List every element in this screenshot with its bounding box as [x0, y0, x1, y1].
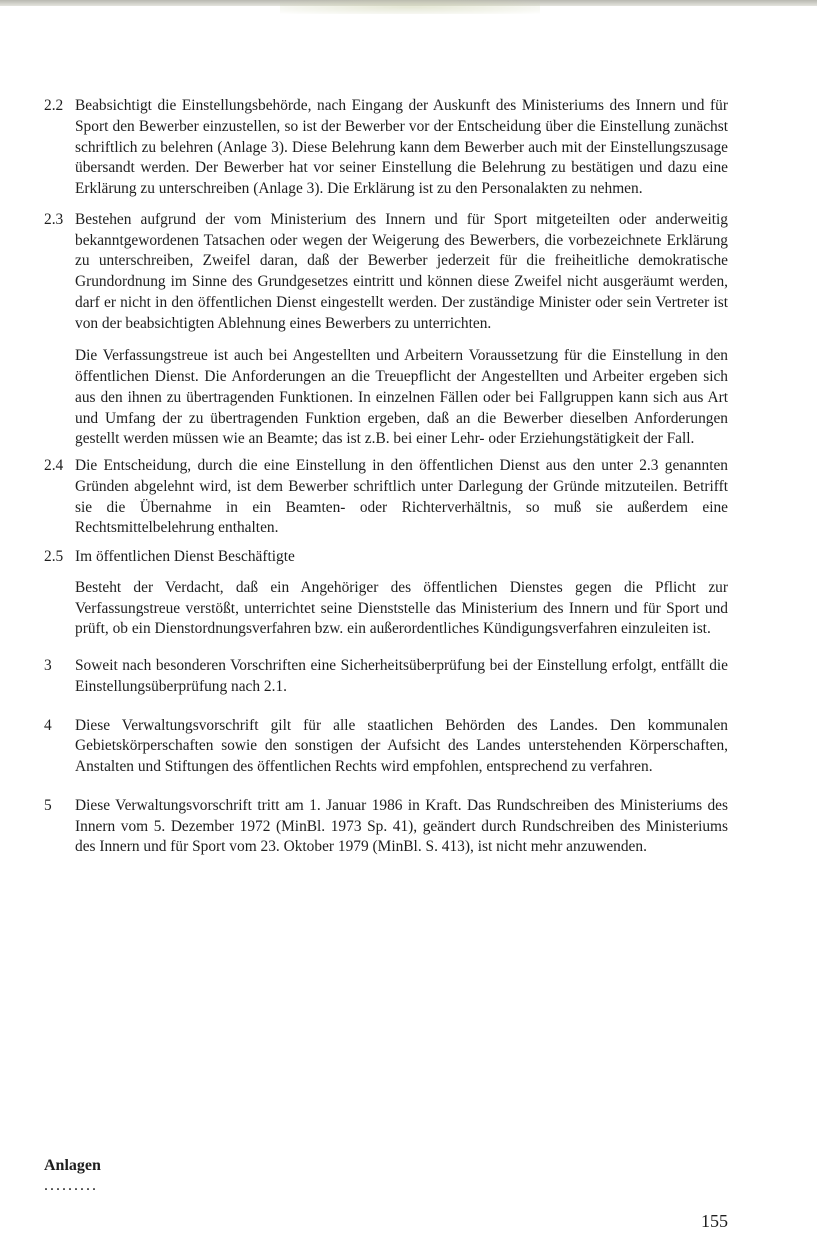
section-number: 4	[44, 716, 52, 734]
section-number: 5	[44, 796, 52, 814]
section-paragraph: Die Entscheidung, durch die eine Einstellung in den öffentlichen Dienst aus den unter 2.3 genannten Gründen abgelehnt wird, ist dem Bewerber schriftlich unter Darlegung der Gründe mitzuteilen. Betrifft sie die Übernahme in ein Beamten- oder Richterverhältnis, so muß sie außerdem eine Rechtsmittelbelehrung enthalten.	[75, 457, 728, 537]
document-page	[44, 96, 728, 858]
section-5	[44, 796, 728, 858]
section-paragraph: Die Verfassungstreue ist auch bei Angestellten und Arbeitern Voraussetzung für die Einstellung in den öffentlichen Dienst. Die Anforderungen an die Treuepflicht der Angestellten und Arbeiter ergeben sich aus den ihnen zu übertragenden Funktionen. In einzelnen Fällen oder bei Fallgruppen kann sich aus Art und Umfang der zu übertragenden Funktion ergeben, daß an die Bewerber dieselben Anforderungen gestellt werden müssen wie an Beamte; das ist z.B. bei einer Lehr- oder Erziehungstätigkeit der Fall.	[75, 347, 728, 448]
section-2-5	[44, 547, 728, 640]
annex-heading: Anlagen	[44, 1157, 101, 1174]
section-number: 2.5	[44, 548, 64, 565]
annex-placeholder: .........	[44, 1177, 98, 1194]
section-paragraph: Bestehen aufgrund der vom Ministerium des Innern und für Sport mitgeteilten oder anderweitig bekanntgewordenen Tatsachen oder wegen der Weigerung des Bewerbers, die vorbezeichnete Erklärung zu unterschreiben, Zweifel daran, daß der Bewerber jederzeit für die freiheitliche demokratische Grundordnung im Sinne des Grundgesetzes eintritt und können diese Zweifel nicht ausgeräumt werden, darf er nicht in den öffentlichen Dienst eingestellt werden. Der zuständige Minister oder sein Vertreter ist von der beabsichtigten Ablehnung eines Bewerbers zu unterrichten.	[75, 210, 728, 332]
section-number: 2.3	[44, 210, 64, 228]
section-paragraph: Besteht der Verdacht, daß ein Angehöriger des öffentlichen Dienstes gegen die Pflicht zur Verfassungstreue verstößt, unterrichtet seine Dienststelle das Ministerium des Innern und für Sport und prüft, ob ein Dienstordnungsverfahren bzw. ein außerordentliches Kündigungsverfahren einzuleiten ist.	[75, 578, 728, 638]
section-2-3	[44, 210, 728, 450]
section-number: 3	[44, 657, 52, 674]
section-paragraph: Soweit nach besonderen Vorschriften eine Sicherheitsüberprüfung bei der Einstellung erfolgt, entfällt die Einstellungsüberprüfung nach 2.1.	[75, 657, 728, 695]
section-paragraph: Diese Verwaltungsvorschrift gilt für alle staatlichen Behörden des Landes. Den kommunalen Gebietskörperschaften sowie den sonstigen der Aufsicht des Landes unterstehenden Körperschaften, Anstalten und Stiftungen des öffentlichen Rechts wird empfohlen, entsprechend zu verfahren.	[75, 716, 728, 775]
section-2-4	[44, 456, 728, 539]
section-2-2	[44, 96, 728, 200]
page-number: 155	[701, 1211, 728, 1231]
section-paragraph: Beabsichtigt die Einstellungsbehörde, nach Eingang der Auskunft des Ministeriums des Innern und für Sport den Bewerber einzustellen, so ist der Bewerber vor der Entscheidung über die Einstellung zunächst schriftlich zu belehren (Anlage 3). Diese Belehrung kann dem Bewerber auch mit der Einstellungszusage übersandt werden. Der Bewerber hat vor seiner Einstellung die Belehrung zu bestätigen und dazu eine Erklärung zu unterschreiben (Anlage 3). Die Erklärung ist zu den Personalakten zu nehmen.	[75, 97, 728, 197]
section-paragraph: Diese Verwaltungsvorschrift tritt am 1. Januar 1986 in Kraft. Das Rundschreiben des Ministeriums des Innern vom 5. Dezember 1972 (MinBl. 1973 Sp. 41), geändert durch Rundschreiben des Ministeriums des Innern und für Sport vom 23. Oktober 1979 (MinBl. S. 413), ist nicht mehr anzuwenden.	[75, 796, 728, 856]
section-3	[44, 656, 728, 698]
scan-smudge	[280, 0, 540, 14]
section-heading: Im öffentlichen Dienst Beschäftigte	[75, 548, 295, 565]
section-number: 2.4	[44, 457, 64, 474]
section-number: 2.2	[44, 97, 64, 114]
section-4	[44, 716, 728, 778]
